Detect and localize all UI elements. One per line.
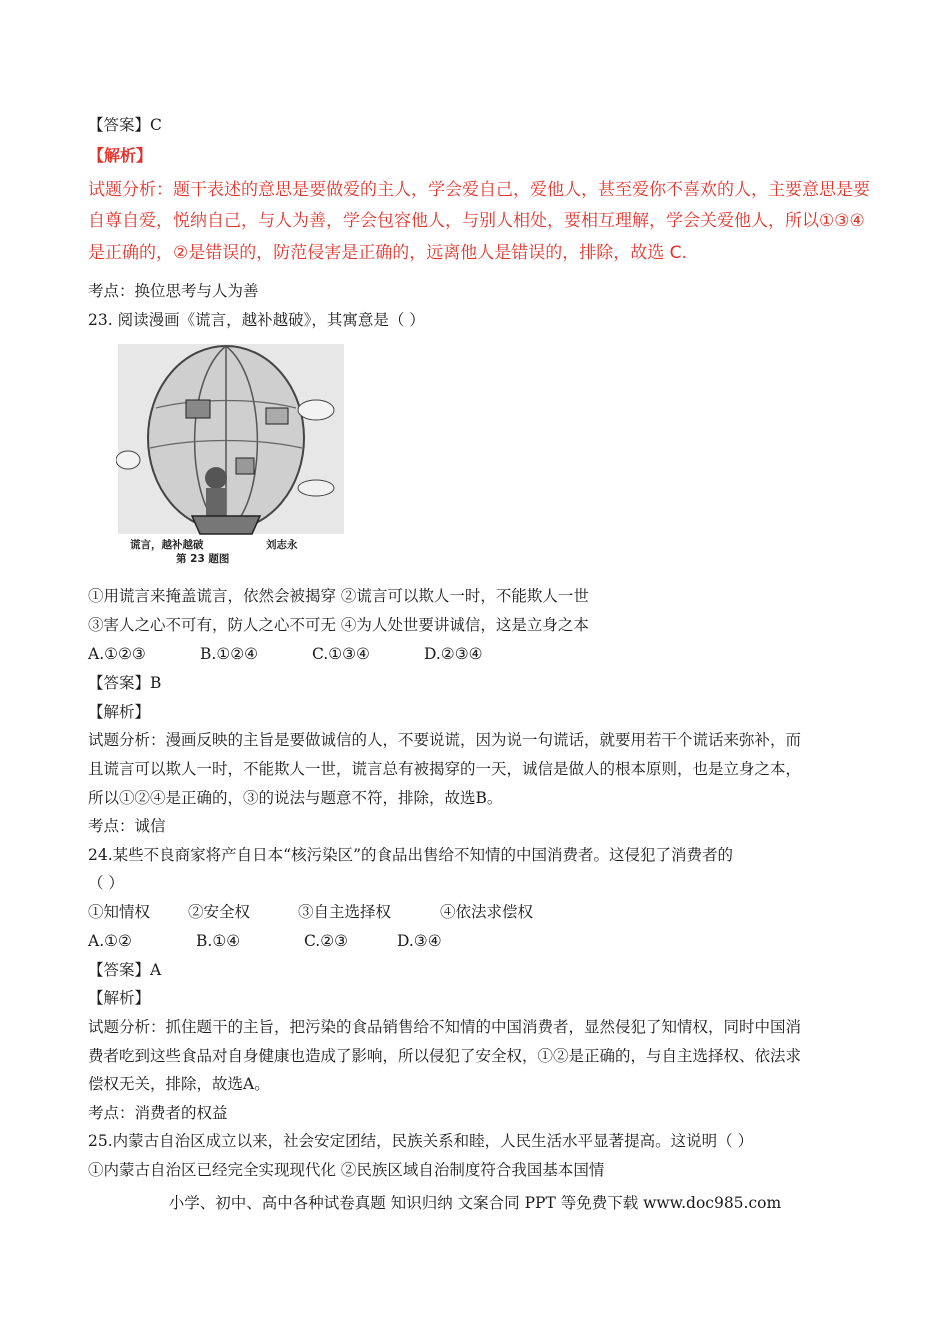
q24-right-3: ③自主选择权 — [298, 903, 392, 921]
q24-option-c: C.②③ — [304, 932, 349, 950]
cartoon-caption-title: 谎言，越补越破 — [130, 539, 204, 551]
q24-point: 考点：消费者的权益 — [88, 1104, 228, 1122]
q24-right-1: ①知情权 — [88, 903, 151, 921]
cartoon-caption-figure: 第 23 题图 — [176, 553, 230, 565]
q22-answer: 【答案】C — [88, 116, 162, 134]
q23-options — [88, 644, 483, 664]
q22-analysis-line-1: 试题分析：题干表述的意思是要做爱的主人，学会爱自己，爱他人，甚至爱你不喜欢的人，主要意思是要 — [88, 180, 870, 200]
q23-option-a: A.①②③ — [88, 645, 146, 663]
q24-analysis-line-3: 偿权无关，排除，故选A。 — [88, 1075, 270, 1093]
q23-option-d: D.②③④ — [424, 645, 483, 663]
q24-right-2: ②安全权 — [188, 903, 251, 921]
q23-analysis-label: 【解析】 — [88, 703, 151, 721]
page-footer: 小学、初中、高中各种试卷真题 知识归纳 文案合同 PPT 等免费下载 www.doc985.com — [168, 1194, 782, 1212]
q23-answer: 【答案】B — [88, 674, 162, 692]
q23-point: 考点：诚信 — [88, 817, 166, 835]
q22-analysis-line-2: 自尊自爱，悦纳自己，与人为善，学会包容他人，与别人相处，要相互理解，学会关爱他人，所以①③④ — [88, 211, 865, 231]
q25-question: 25.内蒙古自治区成立以来，社会安定团结，民族关系和睦，人民生活水平显著提高。这说明（ ） — [88, 1132, 754, 1150]
q24-analysis-line-1: 试题分析：抓住题干的主旨，把污染的食品销售给不知情的中国消费者，显然侵犯了知情权，同时中国消 — [88, 1018, 802, 1036]
q23-option-b: B.①②④ — [200, 645, 259, 663]
cartoon-lie-balloon — [116, 338, 348, 570]
q24-question-line-1: 24.某些不良商家将产自日本“核污染区”的食品出售给不知情的中国消费者。这侵犯了消费者的 — [88, 846, 734, 864]
q24-right-4: ④依法求偿权 — [440, 903, 534, 921]
q22-analysis-line-3: 是正确的，②是错误的，防范侵害是正确的，远离他人是错误的，排除，故选 C. — [88, 243, 687, 263]
q24-rights — [88, 902, 533, 922]
q24-option-b: B.①④ — [196, 932, 241, 950]
q24-option-d: D.③④ — [397, 932, 442, 950]
q23-statements-line-1: ①用谎言来掩盖谎言，依然会被揭穿 ②谎言可以欺人一时，不能欺人一世 — [88, 587, 589, 605]
q23-analysis-line-3: 所以①②④是正确的，③的说法与题意不符，排除，故选B。 — [88, 789, 503, 807]
q23-option-c: C.①③④ — [312, 645, 370, 663]
q24-question-line-2: （ ） — [88, 874, 124, 892]
q23-statements-line-2: ③害人之心不可有，防人之心不可无 ④为人处世要讲诚信，这是立身之本 — [88, 616, 589, 634]
q24-option-a: A.①② — [88, 932, 132, 950]
q22-analysis-label: 【解析】 — [88, 146, 153, 165]
q22-point: 考点：换位思考与人为善 — [88, 282, 259, 300]
q23-question: 23. 阅读漫画《谎言，越补越破》，其寓意是（ ） — [88, 311, 425, 329]
q23-analysis-line-1: 试题分析：漫画反映的主旨是要做诚信的人，不要说谎，因为说一句谎话，就要用若干个谎话来弥补，而 — [88, 731, 802, 749]
q24-options — [88, 931, 442, 951]
q23-analysis-line-2: 且谎言可以欺人一时，不能欺人一世，谎言总有被揭穿的一天，诚信是做人的根本原则，也是立身之本， — [88, 760, 802, 778]
cartoon-caption-author: 刘志永 — [266, 539, 298, 551]
q25-statements-line-1: ①内蒙古自治区已经完全实现现代化 ②民族区域自治制度符合我国基本国情 — [88, 1161, 605, 1179]
q24-analysis-label: 【解析】 — [88, 989, 151, 1007]
q24-answer: 【答案】A — [88, 961, 162, 979]
q24-analysis-line-2: 费者吃到这些食品对自身健康也造成了影响，所以侵犯了安全权，①②是正确的，与自主选择权、依法求 — [88, 1047, 802, 1065]
